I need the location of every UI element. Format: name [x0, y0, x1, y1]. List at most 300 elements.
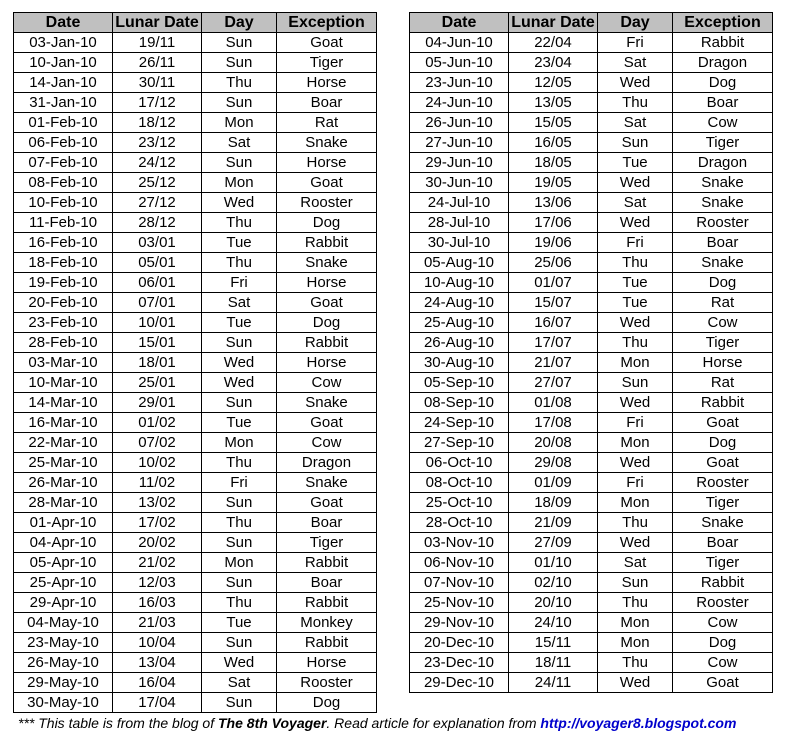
cell-date: 24-Jun-10: [410, 93, 509, 113]
header-day: Day: [598, 13, 673, 33]
cell-date: 25-Apr-10: [14, 573, 113, 593]
cell-lunar-date: 13/02: [113, 493, 202, 513]
cell-lunar-date: 12/03: [113, 573, 202, 593]
cell-lunar-date: 06/01: [113, 273, 202, 293]
cell-exception: Cow: [673, 613, 773, 633]
cell-exception: Tiger: [277, 533, 377, 553]
cell-lunar-date: 20/02: [113, 533, 202, 553]
table-row: [14, 453, 377, 473]
cell-exception: Snake: [673, 253, 773, 273]
cell-date: 28-Feb-10: [14, 333, 113, 353]
cell-day: Wed: [598, 313, 673, 333]
cell-date: 25-Aug-10: [410, 313, 509, 333]
cell-exception: Dragon: [673, 53, 773, 73]
cell-date: 11-Feb-10: [14, 213, 113, 233]
cell-lunar-date: 01/10: [509, 553, 598, 573]
table-row: [14, 133, 377, 153]
cell-exception: Rabbit: [673, 393, 773, 413]
table-row: [14, 33, 377, 53]
table-row: [14, 253, 377, 273]
cell-day: Sun: [202, 53, 277, 73]
cell-date: 23-Feb-10: [14, 313, 113, 333]
cell-day: Sun: [202, 93, 277, 113]
cell-date: 03-Jan-10: [14, 33, 113, 53]
cell-exception: Rabbit: [277, 333, 377, 353]
cell-date: 06-Feb-10: [14, 133, 113, 153]
cell-date: 08-Sep-10: [410, 393, 509, 413]
cell-lunar-date: 23/04: [509, 53, 598, 73]
cell-date: 29-Jun-10: [410, 153, 509, 173]
cell-date: 03-Nov-10: [410, 533, 509, 553]
cell-lunar-date: 07/01: [113, 293, 202, 313]
blog-name: The 8th Voyager: [218, 715, 327, 731]
cell-date: 29-Nov-10: [410, 613, 509, 633]
cell-date: 23-May-10: [14, 633, 113, 653]
cell-exception: Cow: [673, 313, 773, 333]
table-row: [14, 693, 377, 713]
cell-date: 07-Nov-10: [410, 573, 509, 593]
cell-lunar-date: 27/07: [509, 373, 598, 393]
cell-date: 10-Mar-10: [14, 373, 113, 393]
cell-exception: Boar: [673, 233, 773, 253]
cell-day: Mon: [598, 433, 673, 453]
cell-date: 26-Aug-10: [410, 333, 509, 353]
cell-day: Fri: [202, 473, 277, 493]
cell-day: Wed: [202, 193, 277, 213]
table-row: [14, 433, 377, 453]
footer-prefix: *** This table is from the blog of: [18, 715, 218, 731]
cell-exception: Boar: [673, 93, 773, 113]
table-row: [14, 113, 377, 133]
cell-lunar-date: 11/02: [113, 473, 202, 493]
cell-lunar-date: 23/12: [113, 133, 202, 153]
cell-date: 04-May-10: [14, 613, 113, 633]
cell-exception: Rabbit: [277, 233, 377, 253]
cell-exception: Dog: [673, 433, 773, 453]
table-row: [410, 253, 773, 273]
cell-exception: Tiger: [277, 53, 377, 73]
blog-url-link[interactable]: http://voyager8.blogspot.com: [540, 715, 737, 731]
table-row: [410, 473, 773, 493]
cell-exception: Rooster: [277, 673, 377, 693]
header-exception: Exception: [673, 13, 773, 33]
cell-day: Thu: [202, 213, 277, 233]
cell-lunar-date: 25/06: [509, 253, 598, 273]
cell-date: 27-Jun-10: [410, 133, 509, 153]
cell-exception: Rabbit: [277, 633, 377, 653]
cell-exception: Dog: [277, 213, 377, 233]
cell-date: 29-May-10: [14, 673, 113, 693]
cell-date: 24-Aug-10: [410, 293, 509, 313]
cell-day: Thu: [202, 453, 277, 473]
cell-date: 26-May-10: [14, 653, 113, 673]
cell-day: Thu: [598, 513, 673, 533]
table-row: [14, 353, 377, 373]
cell-exception: Snake: [673, 513, 773, 533]
table-row: [14, 393, 377, 413]
cell-lunar-date: 17/07: [509, 333, 598, 353]
cell-day: Sun: [598, 373, 673, 393]
cell-date: 05-Aug-10: [410, 253, 509, 273]
cell-exception: Tiger: [673, 553, 773, 573]
table-row: [410, 73, 773, 93]
cell-exception: Rabbit: [277, 593, 377, 613]
cell-exception: Horse: [277, 353, 377, 373]
cell-lunar-date: 27/12: [113, 193, 202, 213]
cell-date: 04-Apr-10: [14, 533, 113, 553]
table-row: [410, 533, 773, 553]
cell-date: 29-Apr-10: [14, 593, 113, 613]
cell-exception: Boar: [277, 93, 377, 113]
cell-exception: Dog: [673, 633, 773, 653]
cell-exception: Horse: [277, 73, 377, 93]
cell-date: 03-Mar-10: [14, 353, 113, 373]
cell-lunar-date: 10/01: [113, 313, 202, 333]
cell-exception: Rabbit: [673, 573, 773, 593]
cell-day: Fri: [598, 413, 673, 433]
cell-day: Sun: [202, 333, 277, 353]
cell-day: Wed: [202, 653, 277, 673]
table-row: [14, 153, 377, 173]
cell-exception: Goat: [277, 33, 377, 53]
cell-lunar-date: 13/06: [509, 193, 598, 213]
cell-lunar-date: 19/11: [113, 33, 202, 53]
cell-day: Wed: [202, 373, 277, 393]
cell-day: Sat: [598, 553, 673, 573]
cell-day: Sun: [202, 393, 277, 413]
cell-date: 24-Jul-10: [410, 193, 509, 213]
table-row: [410, 573, 773, 593]
cell-date: 25-Nov-10: [410, 593, 509, 613]
cell-date: 28-Mar-10: [14, 493, 113, 513]
cell-day: Wed: [598, 393, 673, 413]
table-row: [14, 373, 377, 393]
cell-lunar-date: 07/02: [113, 433, 202, 453]
cell-date: 30-Jul-10: [410, 233, 509, 253]
cell-exception: Goat: [277, 413, 377, 433]
cell-date: 23-Dec-10: [410, 653, 509, 673]
cell-lunar-date: 13/04: [113, 653, 202, 673]
cell-day: Mon: [598, 633, 673, 653]
cell-day: Thu: [598, 93, 673, 113]
table-row: [410, 493, 773, 513]
cell-lunar-date: 15/05: [509, 113, 598, 133]
cell-lunar-date: 29/08: [509, 453, 598, 473]
table-row: [410, 373, 773, 393]
cell-day: Wed: [598, 213, 673, 233]
table-row: [14, 233, 377, 253]
cell-day: Wed: [598, 173, 673, 193]
table-row: [410, 133, 773, 153]
cell-day: Sun: [202, 533, 277, 553]
cell-exception: Cow: [673, 113, 773, 133]
cell-day: Sun: [598, 573, 673, 593]
cell-exception: Snake: [673, 193, 773, 213]
cell-exception: Goat: [673, 413, 773, 433]
cell-day: Tue: [598, 273, 673, 293]
cell-date: 05-Sep-10: [410, 373, 509, 393]
cell-date: 26-Mar-10: [14, 473, 113, 493]
table-row: [14, 213, 377, 233]
cell-date: 01-Apr-10: [14, 513, 113, 533]
cell-exception: Cow: [277, 373, 377, 393]
cell-day: Wed: [598, 673, 673, 693]
cell-exception: Cow: [673, 653, 773, 673]
table-row: [410, 593, 773, 613]
cell-exception: Snake: [673, 173, 773, 193]
footer-middle: . Read article for explanation from: [326, 715, 541, 731]
cell-lunar-date: 15/11: [509, 633, 598, 653]
cell-day: Sun: [202, 573, 277, 593]
cell-date: 16-Feb-10: [14, 233, 113, 253]
header-lunar-date: Lunar Date: [113, 13, 202, 33]
cell-day: Wed: [598, 453, 673, 473]
cell-lunar-date: 10/02: [113, 453, 202, 473]
cell-day: Fri: [598, 233, 673, 253]
cell-lunar-date: 05/01: [113, 253, 202, 273]
table-row: [410, 433, 773, 453]
cell-exception: Goat: [673, 673, 773, 693]
table-row: [14, 493, 377, 513]
cell-lunar-date: 01/09: [509, 473, 598, 493]
cell-date: 06-Nov-10: [410, 553, 509, 573]
cell-lunar-date: 26/11: [113, 53, 202, 73]
cell-date: 26-Jun-10: [410, 113, 509, 133]
table-row: [14, 73, 377, 93]
cell-lunar-date: 25/01: [113, 373, 202, 393]
cell-day: Mon: [202, 173, 277, 193]
cell-date: 20-Dec-10: [410, 633, 509, 653]
cell-lunar-date: 17/04: [113, 693, 202, 713]
cell-day: Thu: [598, 593, 673, 613]
cell-exception: Horse: [277, 153, 377, 173]
cell-lunar-date: 10/04: [113, 633, 202, 653]
cell-day: Tue: [202, 613, 277, 633]
table-row: [410, 53, 773, 73]
cell-date: 18-Feb-10: [14, 253, 113, 273]
cell-day: Wed: [202, 353, 277, 373]
cell-exception: Boar: [277, 573, 377, 593]
cell-date: 29-Dec-10: [410, 673, 509, 693]
table-row: [14, 413, 377, 433]
cell-lunar-date: 16/04: [113, 673, 202, 693]
cell-day: Tue: [598, 293, 673, 313]
cell-day: Thu: [202, 513, 277, 533]
cell-exception: Boar: [673, 533, 773, 553]
header-row: [410, 13, 773, 33]
cell-lunar-date: 17/06: [509, 213, 598, 233]
cell-lunar-date: 16/03: [113, 593, 202, 613]
table-row: [410, 633, 773, 653]
cell-lunar-date: 17/02: [113, 513, 202, 533]
table-row: [410, 553, 773, 573]
cell-day: Sat: [202, 293, 277, 313]
cell-day: Mon: [598, 353, 673, 373]
cell-day: Sun: [598, 133, 673, 153]
cell-day: Wed: [598, 73, 673, 93]
cell-date: 28-Oct-10: [410, 513, 509, 533]
table-row: [410, 673, 773, 693]
cell-date: 24-Sep-10: [410, 413, 509, 433]
table-row: [14, 93, 377, 113]
cell-exception: Monkey: [277, 613, 377, 633]
table-row: [14, 513, 377, 533]
cell-day: Fri: [202, 273, 277, 293]
cell-exception: Goat: [673, 453, 773, 473]
cell-day: Thu: [202, 593, 277, 613]
cell-lunar-date: 24/11: [509, 673, 598, 693]
table-row: [410, 173, 773, 193]
cell-lunar-date: 24/10: [509, 613, 598, 633]
cell-lunar-date: 20/08: [509, 433, 598, 453]
cell-lunar-date: 03/01: [113, 233, 202, 253]
table-row: [410, 113, 773, 133]
table-row: [14, 633, 377, 653]
cell-date: 23-Jun-10: [410, 73, 509, 93]
cell-date: 10-Aug-10: [410, 273, 509, 293]
table-row: [14, 673, 377, 693]
cell-day: Sun: [202, 633, 277, 653]
cell-day: Sat: [202, 133, 277, 153]
cell-lunar-date: 20/10: [509, 593, 598, 613]
cell-exception: Snake: [277, 473, 377, 493]
cell-date: 25-Mar-10: [14, 453, 113, 473]
cell-day: Sat: [598, 53, 673, 73]
cell-lunar-date: 18/01: [113, 353, 202, 373]
table-row: [14, 333, 377, 353]
cell-lunar-date: 19/06: [509, 233, 598, 253]
table-row: [410, 613, 773, 633]
cell-date: 04-Jun-10: [410, 33, 509, 53]
cell-date: 01-Feb-10: [14, 113, 113, 133]
cell-day: Thu: [598, 253, 673, 273]
cell-date: 06-Oct-10: [410, 453, 509, 473]
cell-lunar-date: 21/09: [509, 513, 598, 533]
cell-date: 20-Feb-10: [14, 293, 113, 313]
cell-lunar-date: 19/05: [509, 173, 598, 193]
cell-exception: Snake: [277, 393, 377, 413]
table-row: [14, 193, 377, 213]
cell-lunar-date: 22/04: [509, 33, 598, 53]
table-row: [410, 353, 773, 373]
cell-exception: Horse: [673, 353, 773, 373]
table-row: [410, 233, 773, 253]
cell-lunar-date: 27/09: [509, 533, 598, 553]
table-row: [410, 193, 773, 213]
cell-day: Sat: [202, 673, 277, 693]
cell-day: Mon: [202, 553, 277, 573]
footer-note: [18, 715, 736, 731]
table-row: [410, 393, 773, 413]
cell-exception: Cow: [277, 433, 377, 453]
table-row: [14, 293, 377, 313]
exception-table-right: [409, 12, 773, 693]
cell-exception: Tiger: [673, 493, 773, 513]
cell-lunar-date: 15/07: [509, 293, 598, 313]
cell-day: Mon: [202, 433, 277, 453]
table-row: [14, 313, 377, 333]
cell-lunar-date: 01/02: [113, 413, 202, 433]
cell-day: Sat: [598, 113, 673, 133]
cell-exception: Dog: [673, 273, 773, 293]
cell-date: 10-Feb-10: [14, 193, 113, 213]
cell-date: 28-Jul-10: [410, 213, 509, 233]
table-row: [14, 53, 377, 73]
header-exception: Exception: [277, 13, 377, 33]
cell-exception: Goat: [277, 493, 377, 513]
exception-table-left: [13, 12, 377, 713]
table-row: [410, 293, 773, 313]
cell-exception: Horse: [277, 273, 377, 293]
cell-date: 10-Jan-10: [14, 53, 113, 73]
cell-date: 22-Mar-10: [14, 433, 113, 453]
cell-date: 14-Mar-10: [14, 393, 113, 413]
cell-day: Sun: [202, 493, 277, 513]
cell-lunar-date: 21/07: [509, 353, 598, 373]
cell-exception: Rooster: [673, 593, 773, 613]
cell-exception: Dog: [277, 693, 377, 713]
cell-date: 30-May-10: [14, 693, 113, 713]
cell-day: Mon: [598, 493, 673, 513]
header-lunar-date: Lunar Date: [509, 13, 598, 33]
cell-lunar-date: 29/01: [113, 393, 202, 413]
table-row: [410, 313, 773, 333]
cell-date: 25-Oct-10: [410, 493, 509, 513]
cell-date: 19-Feb-10: [14, 273, 113, 293]
cell-lunar-date: 24/12: [113, 153, 202, 173]
table-row: [410, 653, 773, 673]
cell-lunar-date: 30/11: [113, 73, 202, 93]
cell-exception: Dragon: [277, 453, 377, 473]
cell-day: Sat: [598, 193, 673, 213]
cell-day: Sun: [202, 153, 277, 173]
cell-lunar-date: 18/12: [113, 113, 202, 133]
cell-exception: Tiger: [673, 333, 773, 353]
cell-lunar-date: 02/10: [509, 573, 598, 593]
cell-exception: Dog: [673, 73, 773, 93]
cell-day: Tue: [202, 313, 277, 333]
cell-day: Fri: [598, 33, 673, 53]
cell-exception: Rabbit: [277, 553, 377, 573]
cell-day: Mon: [598, 613, 673, 633]
cell-exception: Rat: [673, 373, 773, 393]
table-row: [410, 273, 773, 293]
cell-lunar-date: 18/09: [509, 493, 598, 513]
cell-lunar-date: 21/03: [113, 613, 202, 633]
cell-exception: Dragon: [673, 153, 773, 173]
table-row: [410, 153, 773, 173]
cell-date: 08-Feb-10: [14, 173, 113, 193]
cell-lunar-date: 17/08: [509, 413, 598, 433]
cell-date: 14-Jan-10: [14, 73, 113, 93]
table-row: [14, 653, 377, 673]
table-row: [410, 93, 773, 113]
cell-day: Sun: [202, 693, 277, 713]
table-row: [410, 453, 773, 473]
cell-lunar-date: 18/11: [509, 653, 598, 673]
table-row: [410, 413, 773, 433]
cell-day: Tue: [202, 233, 277, 253]
cell-exception: Goat: [277, 293, 377, 313]
cell-day: Tue: [598, 153, 673, 173]
table-row: [410, 33, 773, 53]
cell-day: Wed: [598, 533, 673, 553]
cell-exception: Goat: [277, 173, 377, 193]
cell-day: Thu: [202, 253, 277, 273]
cell-lunar-date: 12/05: [509, 73, 598, 93]
cell-exception: Rabbit: [673, 33, 773, 53]
cell-date: 30-Jun-10: [410, 173, 509, 193]
